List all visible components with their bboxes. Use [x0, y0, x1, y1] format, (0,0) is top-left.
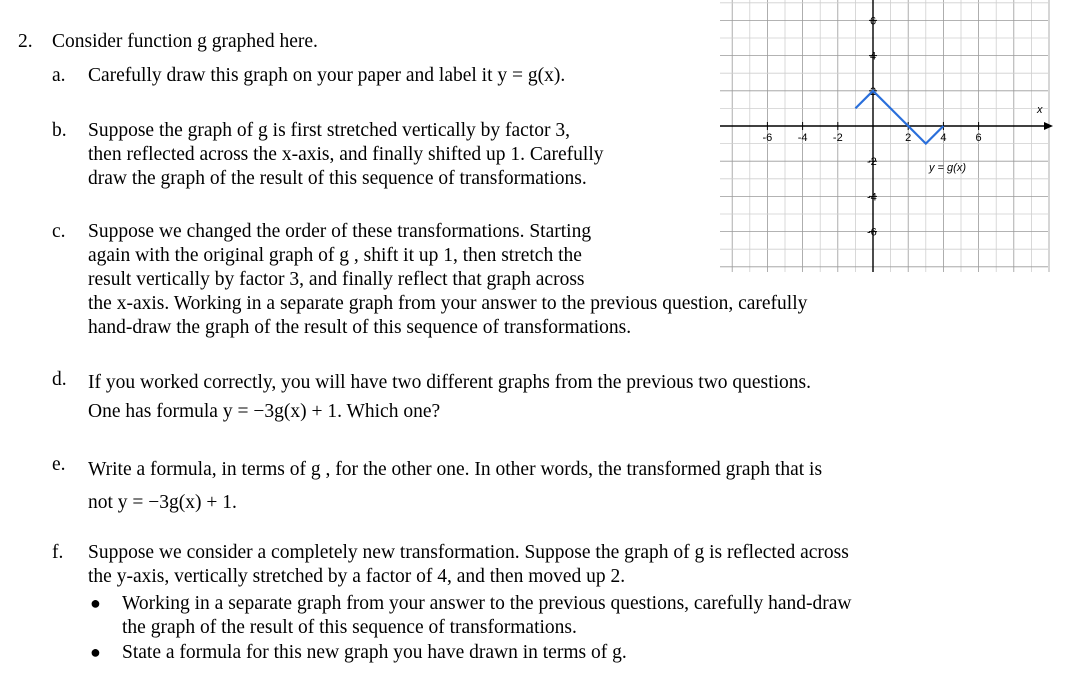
y-tick-label: 4 — [870, 50, 877, 63]
part-c-text: Suppose we changed the order of these transformations. Starting again with the original graph of g , shift it up 1, then stretch the result vertically by factor 3, and finally reflect that graph across the x-axis. Working in a separate graph from your answer to the previous question, carefully hand-draw the graph of the result of this sequence of transformations. — [88, 221, 808, 338]
part-f-text: Suppose we consider a completely new transformation. Suppose the graph of g is reflected across the y-axis, vertically stretched by a factor of 4, and then moved up 2. — [88, 542, 849, 587]
question-number: 2. — [18, 31, 33, 52]
y-tick-label: -6 — [867, 226, 877, 239]
curve-label: y = g(x) — [929, 162, 966, 174]
x-tick-label: 4 — [940, 132, 947, 144]
part-f-bullet-2: State a formula for this new graph you have drawn in terms of g. — [122, 642, 627, 663]
graph-of-g — [720, 0, 1053, 275]
x-tick-labels — [763, 132, 982, 144]
x-tick-label: 2 — [905, 132, 912, 144]
x-tick-label: -2 — [832, 132, 843, 144]
x-tick-label: -6 — [762, 132, 773, 144]
part-a-label: a. — [52, 65, 66, 86]
part-e-label: e. — [52, 454, 66, 475]
g-curve — [855, 91, 943, 144]
x-axis-label: x — [1037, 104, 1043, 116]
x-tick-label: 6 — [975, 132, 982, 144]
part-d-label: d. — [52, 369, 67, 390]
part-a-text: Carefully draw this graph on your paper and label it y = g(x). — [88, 65, 566, 86]
y-tick-label: 6 — [870, 15, 877, 28]
bullet-1: ● — [90, 593, 101, 613]
x-tick-label: -4 — [797, 132, 808, 144]
part-b-text: Suppose the graph of g is first stretched vertically by factor 3, then reflected across the x-axis, and finally shifted up 1. Carefully draw the graph of the result of this sequence of transformations. — [88, 120, 604, 189]
part-c-label: c. — [52, 221, 66, 242]
x-axis-arrow — [1044, 122, 1053, 130]
y-tick-label: 2 — [870, 85, 877, 98]
part-b-label: b. — [52, 120, 67, 141]
y-tick-label: -4 — [867, 191, 877, 204]
part-f-bullet-1: Working in a separate graph from your answer to the previous questions, carefully hand-draw the graph of the result of this sequence of transformations. — [122, 593, 852, 638]
part-e-text: Write a formula, in terms of g , for the other one. In other words, the transformed graph that is not y = −3g(x) + 1. — [88, 459, 823, 513]
part-f-label: f. — [52, 542, 64, 563]
y-tick-labels — [867, 15, 877, 238]
part-d-text: If you worked correctly, you will have two different graphs from the previous two questions. One has formula y = −3g(x) + 1. Which one? — [88, 372, 811, 422]
bullet-2: ● — [90, 642, 101, 662]
y-tick-label: -2 — [867, 156, 877, 169]
question-intro: Consider function g graphed here. — [52, 31, 318, 52]
